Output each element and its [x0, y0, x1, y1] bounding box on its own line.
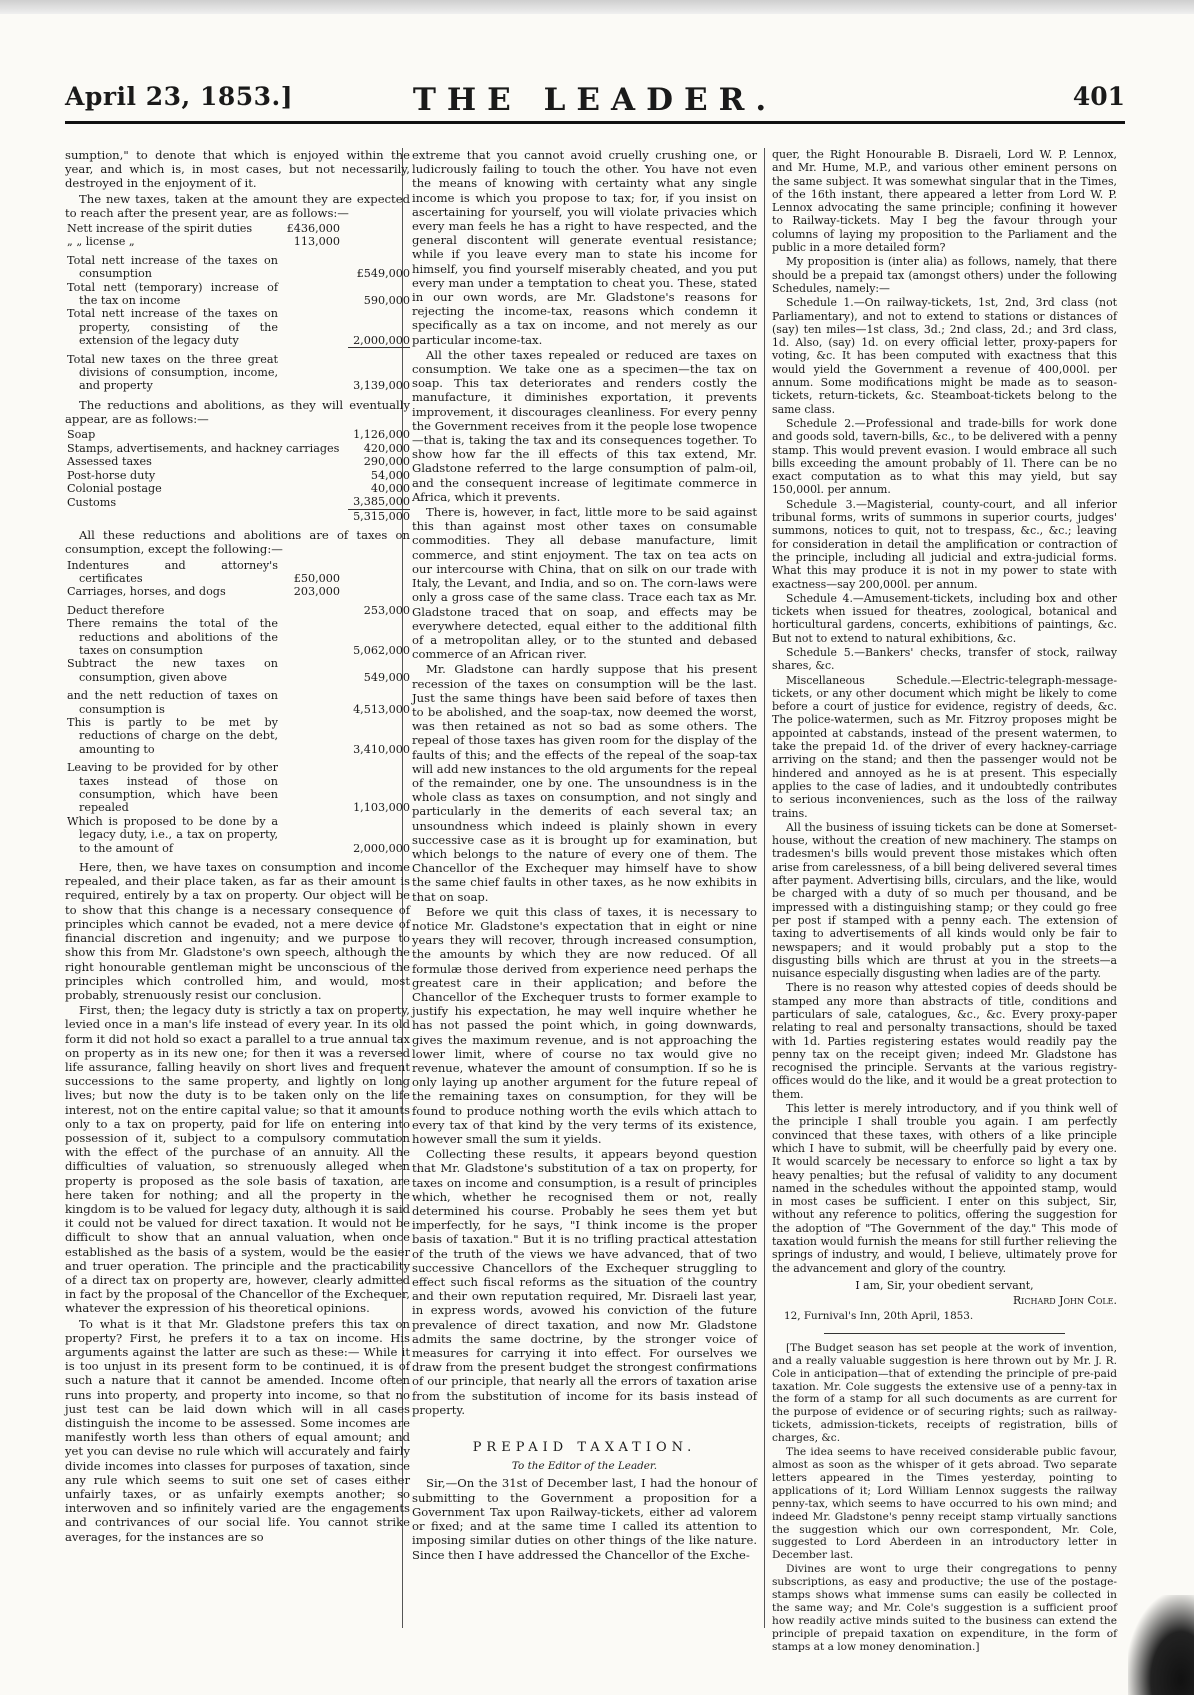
- row-label: and the nett reduction of taxes on consumption is: [67, 689, 278, 716]
- table-row: [65, 222, 410, 235]
- row-subamount: £436,000: [286, 222, 340, 236]
- table-row: [65, 684, 410, 716]
- paragraph: Schedule 1.—On railway-tickets, 1st, 2nd, 3rd class (not Parliamentary), and not to extend to stations or distances of (say) ten miles—1st class, 3d.; 2nd class, 2d.; and 3rd class, 1d. Also, (say) 1d. on every official letter, proxy-papers for voting, &c. It has been computed with exactness that this would yield the Government a revenue of 400,000l. per annum. Some modifications might be made as to season-tickets, return-tickets, &c. Steamboat-tickets belong to the same class.: [772, 296, 1117, 416]
- table-row: [65, 348, 410, 393]
- new-taxes-table: [65, 222, 410, 393]
- row-label: There remains the total of the reductions and abolitions of the taxes on consumption: [67, 617, 278, 657]
- paragraph: Schedule 2.—Professional and trade-bills for work done and goods sold, tavern-bills, &c., to be delivered with a penny stamp. This would prevent evasion. I would embrace all such bills exceeding the amount probably of 1l. There can be no exact computation as to what this may yield, but say 150,000l. per annum.: [772, 416, 1117, 497]
- paragraph: There is, however, in fact, little more to be said against this than against most other taxes on consumable commodities. They all debase manufacture, limit commerce, and stint enjoyment. The tax on tea acts on our intercourse with China, that on silk on our trade with Italy, the Levant, and India, and so on. The corn-laws were only a gross case of the same class. Trace each tax as Mr. Gladstone traced that on soap, and effects may be everywhere detected, equal either to the additional filth of a metropolitan alley, or to the stunted and debased commerce of an African river.: [412, 505, 757, 662]
- column-rule: [764, 148, 765, 1628]
- row-subamount: [284, 281, 348, 308]
- row-label: Subtract the new taxes on consumption, given above: [67, 657, 278, 684]
- row-subamount: 113,000: [293, 235, 340, 249]
- row-amount: 3,410,000: [353, 742, 410, 756]
- issue-date: April 23, 1853.]: [65, 82, 294, 111]
- section-heading: PREPAID TAXATION.: [472, 1440, 697, 1456]
- table-row: [65, 716, 410, 756]
- row-label: Leaving to be provided for by other taxes instead of those on consumption, which have been repealed: [67, 761, 278, 815]
- article-column-3: [772, 148, 1117, 1653]
- row-label: This is partly to be met by reductions of charge on the debt, amounting to: [67, 716, 278, 756]
- row-subamount: [284, 815, 348, 855]
- row-label: Deduct therefore: [67, 603, 165, 617]
- row-label: [65, 509, 348, 523]
- table-row: [65, 428, 410, 441]
- paragraph: Schedule 3.—Magisterial, county-court, and all inferior tribunal forms, writs of summons in superior courts, judges' summons, notices to quit, not to trespass, &c., &c.; leaving for consideration in detail the amplification or contraction of the principle, including all judicial and extra-judicial forms. What this may produce it is not in my power to state with exactness—say 200,000l. per annum.: [772, 497, 1117, 591]
- table-row: [65, 617, 410, 657]
- table-row: [65, 482, 410, 495]
- table-row: [65, 815, 410, 855]
- exceptions-table: [65, 559, 410, 856]
- row-amount: 290,000: [363, 455, 410, 469]
- paragraph: The new taxes, taken at the amount they are expected to reach after the present year, are as follows:—: [65, 191, 410, 220]
- row-amount: [348, 585, 410, 598]
- table-row: [65, 235, 410, 248]
- row-amount: 1,103,000: [353, 801, 410, 815]
- row-amount: [348, 222, 410, 235]
- row-label: Colonial postage: [67, 481, 162, 495]
- table-row: [65, 281, 410, 308]
- row-amount: 1,126,000: [353, 428, 410, 442]
- paragraph: Before we quit this class of taxes, it is necessary to notice Mr. Gladstone's expectation that in eight or nine years they will recover, through increased consumption, the amounts by which they are now reduced. Of all formulæ those derived from experience need perhaps the greatest care in their application; and before the Chancellor of the Exchequer trusts to former example to justify his expectation, he may well inquire whether he has not passed the point which, in going downwards, gives the maximum revenue, and is not approaching the lower limit, where of course no tax would give no revenue, whatever the amount of consumption. If so he is only laying up another argument for the future repeal of the remaining taxes on consumption, for they will be found to produce nothing worth the evils which attach to every tax of that kind by the very terms of its existence, however small the sum it yields.: [412, 904, 757, 1147]
- page-header: [65, 82, 1125, 116]
- table-row: [65, 559, 410, 586]
- article-column-2: [412, 148, 757, 1633]
- table-row: [65, 249, 410, 281]
- row-amount: 3,385,000: [353, 495, 410, 509]
- row-amount: 420,000: [363, 441, 410, 455]
- divider: [824, 1333, 1066, 1334]
- row-subamount: [284, 756, 348, 815]
- row-subamount: [284, 684, 348, 716]
- row-label: Customs: [67, 495, 117, 509]
- row-subamount: [284, 657, 348, 684]
- paragraph: Schedule 4.—Amusement-tickets, including box and other tickets when issued for theatres, zoological, botanical and horticultural gardens, concerts, exhibitions of paintings, &c. But not to extend to natural exhibitions, &c.: [772, 591, 1117, 645]
- reductions-table: [65, 428, 410, 523]
- row-amount: 549,000: [363, 670, 410, 684]
- row-label: Total new taxes on the three great divisions of consumption, income, and property: [67, 352, 278, 393]
- row-label: Total nett increase of the taxes on property, consisting of the extension of the legacy duty: [67, 307, 278, 348]
- paragraph: To what is it that Mr. Gladstone prefers this tax on property? First, he prefers it to a tax on income. His arguments against the latter are such as these:— While it is too unjust in its present form to be continued, it is of such a nature that it cannot be amended. Income often runs into property, and property into income, so that no just test can be laid down which will in all cases distinguish the income to be assessed. Some incomes are manifestly worth less than others of equal amount; and yet you can devise no rule which will accurately and fairly divide incomes into classes for purposes of taxation, since any rule which seems to suit one set of cases either unfairly taxes, or as unfairly exempts another; so interwoven and so infinitely varied are the engagements and contrivances of our social life. You cannot strike averages, for the instances are so: [65, 1316, 410, 1544]
- row-label: Total nett (temporary) increase of the tax on income: [67, 280, 278, 308]
- row-amount: 4,513,000: [353, 702, 410, 716]
- paragraph: All the other taxes repealed or reduced are taxes on consumption. We take one as a specimen—the tax on soap. This tax deteriorates and renders costly the manufacture, it diminishes exportation, it prevents improvement, it discourages cleanliness. For every penny the Government receives from it the people lose twopence—that is, taking the tax and its consequences together. To show how far the ill effects of this tax extend, Mr. Gladstone referred to the large consumption of palm-oil, and the consequent increase of legitimate commerce in Africa, which it prevents.: [412, 347, 757, 504]
- paragraph: [The Budget season has set people at the work of invention, and a really valuable suggestion is here thrown out by Mr. J. R. Cole in anticipation—that of extending the principle of pre-paid taxation. Mr. Cole suggests the extensive use of a penny-tax in the form of a stamp for all such documents as are current for the purpose of evidence or of securing rights; such as railway-tickets, admission-tickets, receipts of registration, bills of charges, &c.: [772, 1341, 1117, 1445]
- paragraph: Schedule 5.—Bankers' checks, transfer of stock, railway shares, &c.: [772, 645, 1117, 673]
- row-label: Assessed taxes: [67, 455, 152, 469]
- row-amount: 5,062,000: [353, 643, 410, 657]
- table-row: [65, 455, 410, 468]
- letter-address: 12, Furnival's Inn, 20th April, 1853.: [784, 1309, 974, 1322]
- paragraph: The idea seems to have received considerable public favour, almost as soon as the whisper of it gets abroad. Two separate letters appeared in the Times yesterday, pointing to applications of it; Lord William Lennox suggests the railway penny-tax, which seems to have occurred to his own mind; and indeed Mr. Gladstone's penny receipt stamp virtually sanctions the suggestion which our own correspondent, Mr. Cole, suggested to Lord Aberdeen in an introductory letter in December last.: [772, 1446, 1117, 1562]
- table-row: [65, 442, 410, 455]
- paragraph: extreme that you cannot avoid cruelly crushing one, or ludicrously failing to touch the other. You have not even the means of knowing with certainty what any single income is which you propose to tax; for, if you insist on ascertaining for yourself, you will violate privacies which every man feels he has a right to have respected, and the general discontent will generate eventual resistance; while if you leave every man to state his income for himself, you find yourself miserably cheated, and you put every man under a temptation to cheat you. These, stated in our own words, are Mr. Gladstone's reasons for rejecting the income-tax, reasons which condemn it specifically as a tax on income, and not merely as our particular income-tax.: [412, 148, 757, 347]
- paragraph: Here, then, we have taxes on consumption and income repealed, and their place taken, as far as their amount is required, entirely by a tax on property. Our object will be to show that this change is a necessary consequence of principles which cannot be evaded, not a mere device of financial discretion and ingenuity; and we purpose to show this from Mr. Gladstone's own speech, although the right honourable gentleman might be unconscious of the principles which controlled him, and would, most probably, strenuously resist our conclusion.: [65, 860, 410, 1002]
- paragraph: First, then; the legacy duty is strictly a tax on property, levied once in a man's life instead of every year. In its old form it did not hold so exact a parallel to a true annual tax on property as in its new one; for then it was a reversed life assurance, falling heavily on short lives and frequent successions to the same property, and lightly on long lives; but now the duty is to be taken only on the life interest, not on the entire capital value; so that it amounts only to a tax on property, paid for life on entering into possession of it, subject to a compulsory commutation with the effect of the purchase of an annuity. All the difficulties of valuation, so strenuously alleged when property is proposed as the sole basis of taxation, are here taken for nothing; and all the property in the kingdom is to be valued for legacy duty, although it is said it could not be valued for direct taxation. It would not be difficult to show that an annual valuation, when once established as the basis of a system, would be the easier and truer operation. The principle and the practicability of a direct tax on property are, however, clearly admitted in fact by the proposal of the Chancellor of the Exchequer, whatever the expression of his theoretical opinions.: [65, 1003, 410, 1316]
- row-label: Soap: [67, 428, 96, 442]
- row-amount: £549,000: [356, 267, 410, 281]
- paragraph: Miscellaneous Schedule.—Electric-telegraph-message-tickets, or any other document which might be likely to come before a court of justice for evidence, registry of deeds, &c. The police-watermen, such as Mr. Fitzroy proposes might be appointed at cabstands, instead of the present watermen, to take the prepaid 1d. of the driver of every hackney-carriage arriving on the stand; and then the passenger would not be hindered and annoyed as he is at present. This especially applies to the case of ladies, and it undoubtedly contributes to serious inconveniences, such as the loss of the railway trains.: [772, 673, 1117, 820]
- row-label: Post-horse duty: [67, 468, 156, 482]
- row-label: Which is proposed to be done by a legacy duty, i.e., a tax on property, to the amount of: [67, 814, 278, 855]
- scan-edge-strip: [0, 0, 1194, 14]
- row-subamount: [284, 249, 348, 281]
- table-row: [65, 585, 410, 598]
- paragraph: There is no reason why attested copies of deeds should be stamped any more than abstracts of title, conditions and particulars of sale, catalogues, &c., &c. Every proxy-paper relating to real and personalty transactions, should be taxed with 1d. Parties registering estates would readily pay the penny tax on the receipt given; indeed Mr. Gladstone has recognised the principle. Servants at the various registry-offices would do the like, and it would be a great protection to them.: [772, 981, 1117, 1101]
- letter-subheading: To the Editor of the Leader.: [511, 1460, 658, 1473]
- row-subamount: 203,000: [293, 585, 340, 599]
- row-amount: [348, 235, 410, 248]
- row-subamount: [284, 599, 348, 617]
- paragraph: Divines are wont to urge their congregations to penny subscriptions, as easy and productive; the use of the postage-stamps shows what immense sums can easily be collected in the same way; and Mr. Cole's suggestion is a sufficient proof how readily active minds suited to the business can extend the principle of prepaid taxation on expenditure, in the form of stamps at a low money denomination.]: [772, 1563, 1117, 1653]
- table-row: [65, 756, 410, 815]
- row-amount: 54,000: [370, 468, 410, 482]
- row-amount: [348, 559, 410, 586]
- row-label: „ „ license „: [67, 235, 135, 249]
- table-row: [65, 469, 410, 482]
- row-amount: 2,000,000: [353, 333, 410, 347]
- row-amount: 590,000: [363, 294, 410, 308]
- row-amount: 2,000,000: [353, 841, 410, 855]
- paragraph: Mr. Gladstone can hardly suppose that his present recession of the taxes on consumption will be the last. Just the same things have been said before of taxes then to be abolished, and the soap-tax, now deemed the worst, was then retained as not so bad as some others. The repeal of those taxes has given room for the display of the faults of this; and the effects of the repeal of the soap-tax will add new instances to the old arguments for the repeal of the remainder, one by one. The unsoundness is in the whole class as taxes on consumption, and not singly and particularly in the demerits of each several tax; an unsoundness which indeed is plainly shown in every successive case as it is brought up for examination, but which belongs to the nature of every one of them. The Chancellor of the Exchequer may himself have to show the same chief faults in other taxes, as he now exhibits in that on soap.: [412, 662, 757, 904]
- newspaper-title: THE LEADER.: [412, 82, 778, 118]
- row-subamount: £50,000: [293, 571, 340, 585]
- paragraph: quer, the Right Honourable B. Disraeli, Lord W. P. Lennox, and Mr. Hume, M.P., and various other eminent persons on the same subject. It was somewhat singular that in the Times, of the 16th instant, there appeared a letter from Lord W. P. Lennox advocating the same principle; confining it however to Railway-tickets. May I beg the favour through your columns of laying my proposition to the Parliament and the public in a more detailed form?: [772, 148, 1117, 255]
- table-row: [65, 307, 410, 347]
- table-row: [65, 495, 410, 509]
- paragraph: The reductions and abolitions, as they will eventually appear, are as follows:—: [65, 397, 410, 427]
- row-amount: 5,315,000: [348, 509, 410, 523]
- paragraph: My proposition is (inter alia) as follows, namely, that there should be a prepaid tax (amongst others) under the following Schedules, namely:—: [772, 255, 1117, 295]
- row-subamount: [284, 716, 348, 756]
- row-label: Total nett increase of the taxes on consumption: [67, 253, 278, 281]
- paragraph: Collecting these results, it appears beyond question that Mr. Gladstone's substitution of a tax on property, for taxes on income and consumption, is a result of principles which, whether he recognised them or not, really determined his course. Probably he sees them yet but imperfectly, for he says, "I think income is the proper basis of taxation." But it is no trifling practical attestation of the truth of the views we have advanced, that of two successive Chancellors of the Exchequer struggling to effect such fiscal reforms as the situation of the country and their own reputation required, Mr. Disraeli last year, in express words, avowed his conviction of the future prevalence of direct taxation, and now Mr. Gladstone admits the same doctrine, by the stronger voice of measures for carrying it into effect. For ourselves we draw from the present budget the strongest confirmations of our principle, that nearly all the errors of taxation arise from the substitution of income for its basis instead of property.: [412, 1147, 757, 1417]
- scan-corner-shadow: [1128, 1595, 1194, 1695]
- letter-closing: I am, Sir, your obedient servant,: [855, 1278, 1034, 1292]
- editorial-note: [772, 1342, 1117, 1654]
- table-row: [65, 599, 410, 617]
- paragraph: sumption," to denote that which is enjoyed within the year, and which is, in most cases, but not necessarily, destroyed in the enjoyment of it.: [65, 148, 410, 191]
- page-number: 401: [1072, 82, 1125, 111]
- row-subamount: [284, 307, 348, 347]
- article-column-1: [65, 148, 410, 1633]
- row-amount: 3,139,000: [348, 348, 410, 393]
- row-label: Carriages, horses, and dogs: [67, 585, 226, 599]
- table-row: [65, 509, 410, 523]
- row-subamount: [284, 617, 348, 657]
- paragraph: All the business of issuing tickets can be done at Somerset-house, without the creation of new machinery. The stamps on tradesmen's bills would prevent those mistakes which often arise from carelessness, of a bill being delivered several times after payment. Advertising bills, circulars, and the like, would be charged with a duty of so much per thousand, and be impressed with a distinguishing stamp; or they could go free per post if stamped with a penny each. The extension of taxing to advertisements of all kinds would only be fair to newspapers; and it would probably put a stop to the disgusting bills which are thrust at you in the streets—a nuisance especially disgusting when ladies are of the party.: [772, 820, 1117, 981]
- paragraph: Sir,—On the 31st of December last, I had the honour of submitting to the Government a proposition for a Government Tax upon Railway-tickets, either ad valorem or fixed; and at the same time I called its attention to imposing similar duties on other things of the like nature. Since then I have addressed the Chancellor of the Exche-: [412, 1476, 757, 1562]
- header-rule: [65, 121, 1125, 124]
- paragraph: This letter is merely introductory, and if you think well of the principle I shall trouble you again. I am perfectly convinced that these taxes, with others of a like principle which I have to submit, will be cheerfully paid by every one. It would scarcely be necessary to enforce so light a tax by heavy penalties; but the refusal of validity to any document named in the schedules without the appointed stamp, would in most cases be sufficient. I enter on this subject, Sir, without any reference to politics, offering the suggestion for the adoption of "The Government of the day." This mode of taxation would furnish the means for still further relieving the springs of industry, and would, I believe, ultimately prove for the advancement and glory of the country.: [772, 1102, 1117, 1275]
- row-subamount: [284, 348, 348, 393]
- row-amount: 253,000: [363, 603, 410, 617]
- row-label: Stamps, advertisements, and hackney carriages: [67, 441, 340, 455]
- letter-signature: Richard John Cole.: [1012, 1294, 1117, 1308]
- row-label: Indentures and attorney's certificates: [67, 558, 278, 585]
- row-amount: 40,000: [370, 481, 410, 495]
- table-row: [65, 657, 410, 684]
- paragraph: All these reductions and abolitions are of taxes on consumption, except the following:—: [65, 528, 410, 557]
- row-label: Nett increase of the spirit duties: [67, 222, 253, 236]
